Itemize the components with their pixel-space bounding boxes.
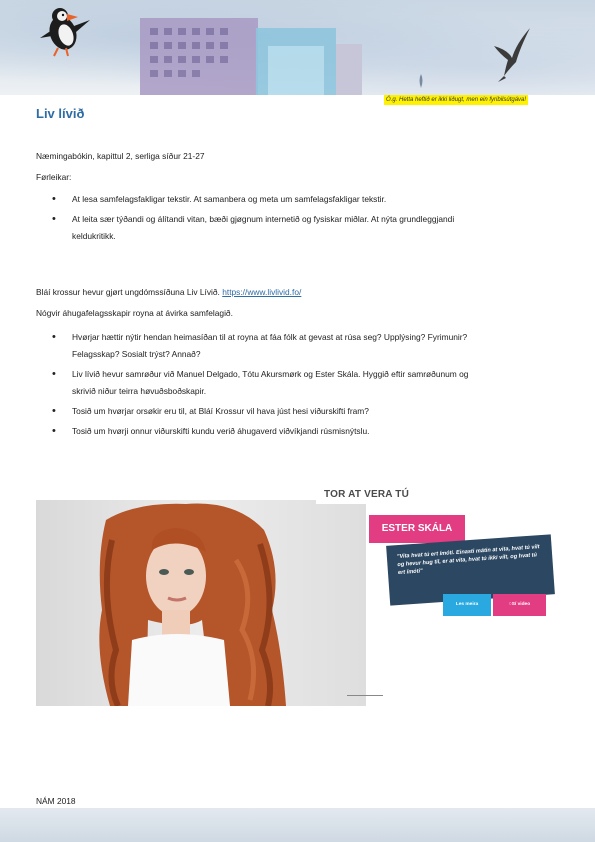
quote-box: "Vita hvat tú ert ímóti. Einasti mátin at vita, hvat tú vilt og hevur hug til, er at vita, hvat tú ikki vilt, og hvat tú ert ímóti"	[386, 534, 555, 605]
play-icon: ○	[508, 602, 512, 607]
goals-list	[52, 191, 542, 245]
source-reference: Næmingabókin, kapittul 2, serliga síður 21-27	[36, 151, 205, 161]
read-more-button[interactable]: Les meira	[443, 594, 491, 616]
page-title: Liv lívið	[36, 106, 85, 121]
bird-icon	[490, 24, 534, 84]
list-item: • At leita sær týðandi og álítandi vitan, bæði gjøgnum internetið og fysiskar miðlar. At nýta grundleggjandi keldukritikk.	[52, 211, 542, 245]
header-banner	[0, 0, 595, 95]
purple-building-illustration	[140, 18, 258, 95]
list-item: • At lesa samfelagsfakligar tekstir. At samanbera og meta um samfelagsfakligar tekstir.	[52, 191, 542, 208]
see-video-button[interactable]: ○Sí video	[493, 594, 546, 616]
goals-heading: Førleikar:	[36, 172, 72, 182]
portrait-illustration	[36, 500, 366, 706]
draft-disclaimer: Ó.g. Hetta heftið er ikki liðugt, men ein fyribilsútgáva!	[386, 97, 527, 103]
divider	[347, 695, 383, 696]
livlivid-link[interactable]: https://www.livlivid.fo/	[222, 287, 302, 297]
list-item: • Liv lívið hevur samrøður við Manuel Delgado, Tótu Akursmørk og Ester Skála. Hyggið eftir samrøðunum og skrivið niður teirra høvuðsboðskapir.	[52, 366, 542, 400]
questions-list	[52, 329, 542, 443]
website-screenshot	[36, 488, 564, 706]
list-item: • Tosið um hvørji onnur viðurskifti kundu verið áhugaverd viðvíkjandi rúsmisnýtslu.	[52, 423, 542, 440]
section-intro: Bláí krossur hevur gjørt ungdómssíðuna Liv Lívið. https://www.livlivid.fo/	[36, 287, 302, 297]
blue-building-illustration	[256, 28, 336, 95]
puffin-icon	[36, 2, 94, 58]
footer-banner	[0, 808, 595, 842]
section-lead: Nógvir áhugafelagsskapir royna at ávirka samfelagið.	[36, 308, 233, 318]
grey-building-illustration	[336, 44, 362, 95]
tagline: TOR AT VERA TÚ	[316, 488, 417, 504]
name-badge: ESTER SKÁLA	[369, 515, 465, 543]
list-item: • Tosið um hvørjar orsøkir eru til, at Bláí Krossur vil hava júst hesi viðurskifti fram?	[52, 403, 542, 420]
portrait-photo	[36, 500, 366, 706]
list-item: • Hvørjar hættir nýtir hendan heimasíðan til at royna at fáa fólk at gevast at rúsa seg? Upplýsing? Fyrimunir? Felagsskap? Sosialt trýst? Annað?	[52, 329, 542, 363]
footer-text: NÁM 2018	[36, 796, 76, 806]
small-bird-icon	[414, 72, 428, 90]
